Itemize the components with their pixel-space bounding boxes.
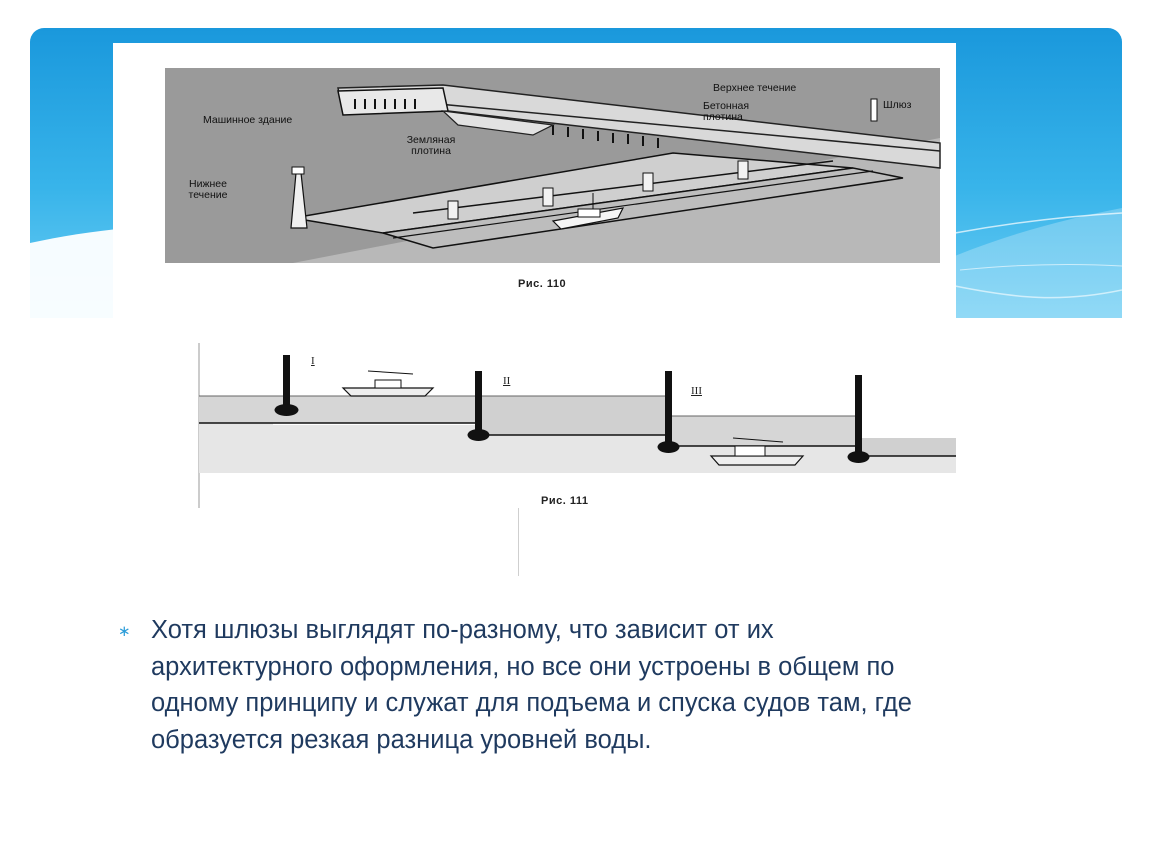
figure-110-caption: Рис. 110 [518,278,567,290]
scan-edge [518,508,519,576]
boat-upper-icon [343,371,433,396]
bullet-text: Хотя шлюзы выглядят по-разному, что зависит от их архитектурного оформления, но все они устроены в общем по одному принципу и служат для подъема и спуска судов там, где образуется резкая разница уровней воды. [151,616,912,754]
label-lock: Шлюз [883,99,912,111]
label-machine-hall: Машинное здание [203,114,293,126]
figure-111-drawing [113,338,956,538]
bullet-marker-icon: ∗ [118,623,131,640]
lock-tower-icon [871,99,877,121]
figure-110-drawing [113,43,956,273]
label-earth-dam: Земляная плотина [406,134,456,157]
label-upper-flow: Верхнее течение [713,82,797,94]
chamber-label-3: III [691,385,702,397]
chamber-label-1: I [311,355,315,367]
chamber-label-2: II [503,375,511,387]
label-concrete-dam: Бетонная плотина [703,100,750,123]
figure-111-caption: Рис. 111 [541,495,589,507]
label-lower-flow: Нижнее течение [188,178,228,201]
figure-panel [113,43,956,578]
